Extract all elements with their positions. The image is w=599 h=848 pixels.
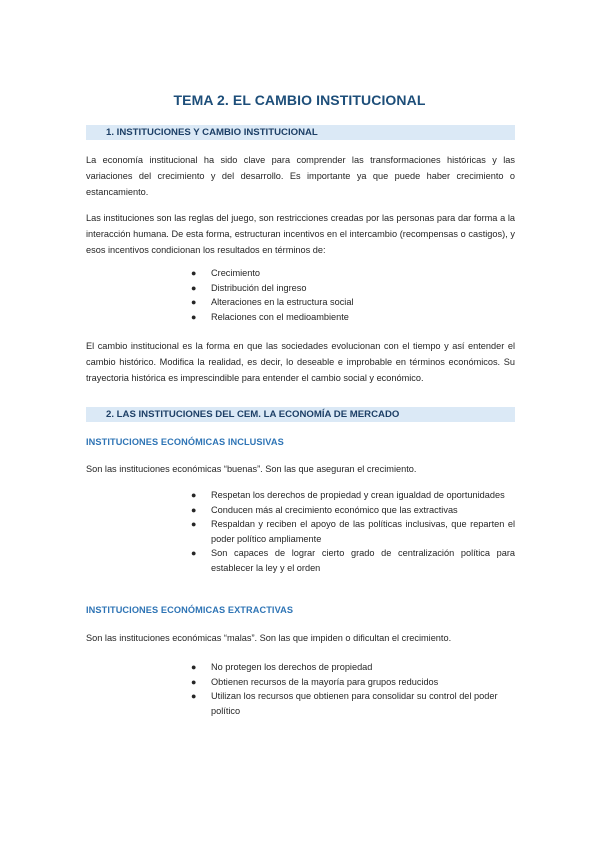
inclusive-bullet-list	[191, 488, 515, 575]
section-1-paragraph-3: El cambio institucional es la forma en que las sociedades evolucionan con el tiempo y así entender el cambio histórico. Modifica la realidad, es decir, lo deseable e improbable en términos económicos. Su trayectoria histórica es imprescindible para entender el cambio social y económico.	[86, 341, 515, 383]
extractive-intro: Son las instituciones económicas “malas”. Son las que impiden o dificultan el crecimiento.	[86, 633, 452, 643]
section-1-paragraph-1: La economía institucional ha sido clave para comprender las transformaciones históricas y las variaciones del crecimiento y del desarrollo. Es importante ya que puede haber crecimiento o estancamiento.	[86, 155, 515, 197]
list-item: ● Distribución del ingreso	[191, 282, 307, 293]
list-item: ● Respetan los derechos de propiedad y crean igualdad de oportunidades	[191, 490, 505, 500]
inclusive-intro: Son las instituciones económicas “buenas”. Son las que aseguran el crecimiento.	[86, 464, 417, 474]
extractive-bullet-list	[191, 660, 515, 718]
extractive-institutions-heading: INSTITUCIONES ECONÓMICAS EXTRACTIVAS	[86, 605, 294, 615]
section-2-heading: 2. LAS INSTITUCIONES DEL CEM. LA ECONOMÍA DE MERCADO	[86, 407, 515, 422]
list-item: ● Obtienen recursos de la mayoría para grupos reducidos	[191, 676, 439, 687]
list-item: ● Alteraciones en la estructura social	[191, 297, 354, 307]
section-1-bullet-list	[191, 266, 491, 324]
list-item: ● Son capaces de lograr cierto grado de centralización política para establecer la ley y el orden	[191, 548, 515, 573]
list-item: ● Relaciones con el medioambiente	[191, 311, 349, 322]
section-1-paragraph-2: Las instituciones son las reglas del juego, son restricciones creadas por las personas para dar forma a la interacción humana. De esta forma, estructuran incentivos en el intercambio (recompensas o castigos), y esos incentivos condicionan los resultados en términos de:	[86, 213, 515, 255]
list-item: ● Crecimiento	[191, 268, 261, 278]
list-item: ● No protegen los derechos de propiedad	[191, 662, 373, 672]
list-item: ● Utilizan los recursos que obtienen para consolidar su control del poder político	[191, 691, 498, 716]
inclusive-institutions-heading: INSTITUCIONES ECONÓMICAS INCLUSIVAS	[86, 437, 284, 447]
list-item: ● Respaldan y reciben el apoyo de las políticas inclusivas, que reparten el poder político ampliamente	[191, 519, 515, 544]
section-1-heading: 1. INSTITUCIONES Y CAMBIO INSTITUCIONAL	[86, 125, 515, 140]
page-title: TEMA 2. EL CAMBIO INSTITUCIONAL	[173, 92, 426, 108]
list-item: ● Conducen más al crecimiento económico que las extractivas	[191, 504, 458, 515]
